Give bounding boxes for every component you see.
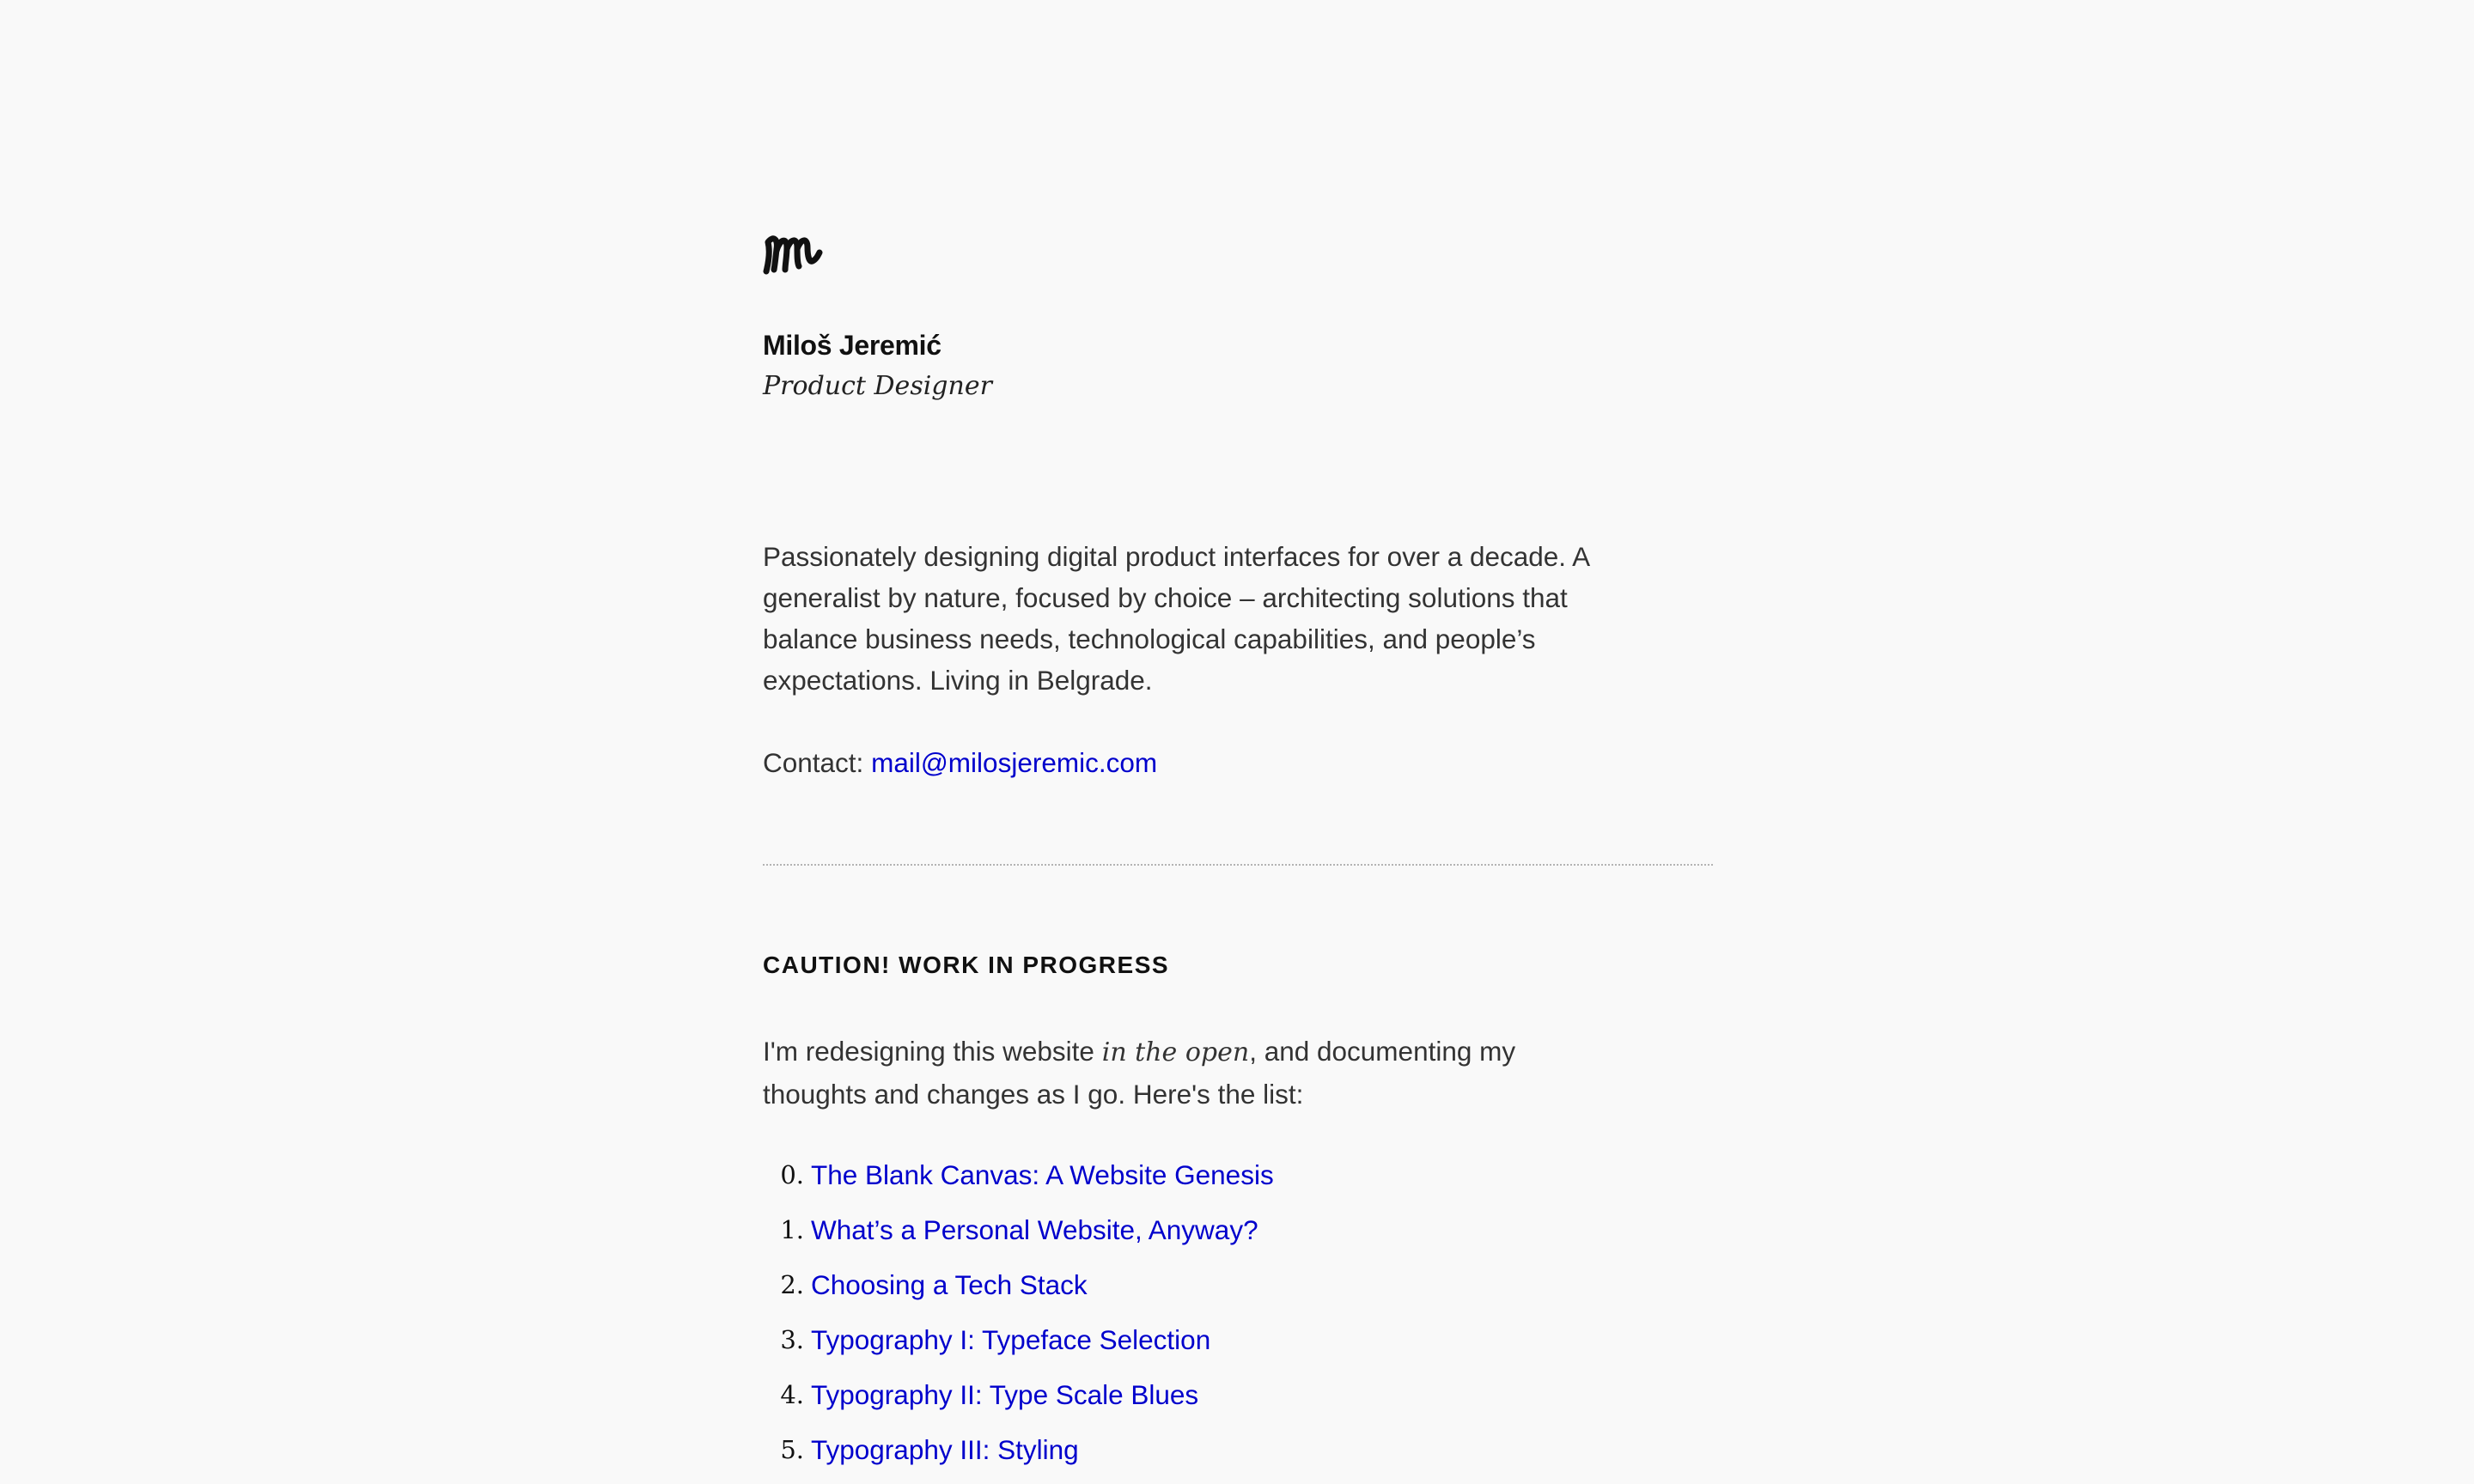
- post-number: 4.: [780, 1380, 804, 1409]
- post-link[interactable]: Typography II: Type Scale Blues: [811, 1379, 1199, 1410]
- post-link[interactable]: What’s a Personal Website, Anyway?: [811, 1214, 1258, 1245]
- post-link[interactable]: Typography I: Typeface Selection: [811, 1324, 1211, 1355]
- list-item: [763, 1154, 1274, 1209]
- contact-label: Contact:: [763, 747, 864, 778]
- list-item: [763, 1209, 1274, 1264]
- wip-intro: [763, 1031, 1536, 1115]
- profile-role: Product Designer: [763, 371, 992, 401]
- list-item: [763, 1264, 1274, 1319]
- post-number: 2.: [780, 1270, 804, 1299]
- intro-text-start: I'm redesigning this website: [763, 1036, 1102, 1067]
- list-item: [763, 1319, 1274, 1374]
- section-divider: [763, 864, 1713, 866]
- post-link[interactable]: Typography III: Styling: [811, 1434, 1079, 1465]
- post-number: 3.: [780, 1325, 804, 1354]
- post-number: 5.: [780, 1435, 804, 1464]
- bio-paragraph: Passionately designing digital product interfaces for over a decade. A generalist by nature, focused by choice – architecting solutions that balance business needs, technological capabilities, and people’s expectations. Living in Belgrade.: [763, 541, 1589, 696]
- wip-heading: CAUTION! WORK IN PROGRESS: [763, 952, 1170, 978]
- intro-emphasis: in the open: [1101, 1037, 1250, 1067]
- profile-name: Miloš Jeremić: [763, 330, 941, 361]
- email-link[interactable]: mail@milosjeremic.com: [871, 747, 1158, 778]
- list-item: [763, 1374, 1274, 1429]
- post-number: 1.: [780, 1215, 804, 1244]
- post-number: 0.: [780, 1160, 804, 1189]
- post-link[interactable]: The Blank Canvas: A Website Genesis: [811, 1159, 1274, 1190]
- intro-text-end: , and documenting my thoughts and changes as I go. Here's the list:: [763, 1036, 1516, 1110]
- post-link[interactable]: Choosing a Tech Stack: [811, 1269, 1088, 1300]
- signature-logo[interactable]: [763, 223, 823, 275]
- list-item: [763, 1429, 1274, 1484]
- post-list: [763, 1154, 1274, 1484]
- contact-line: [763, 742, 1157, 783]
